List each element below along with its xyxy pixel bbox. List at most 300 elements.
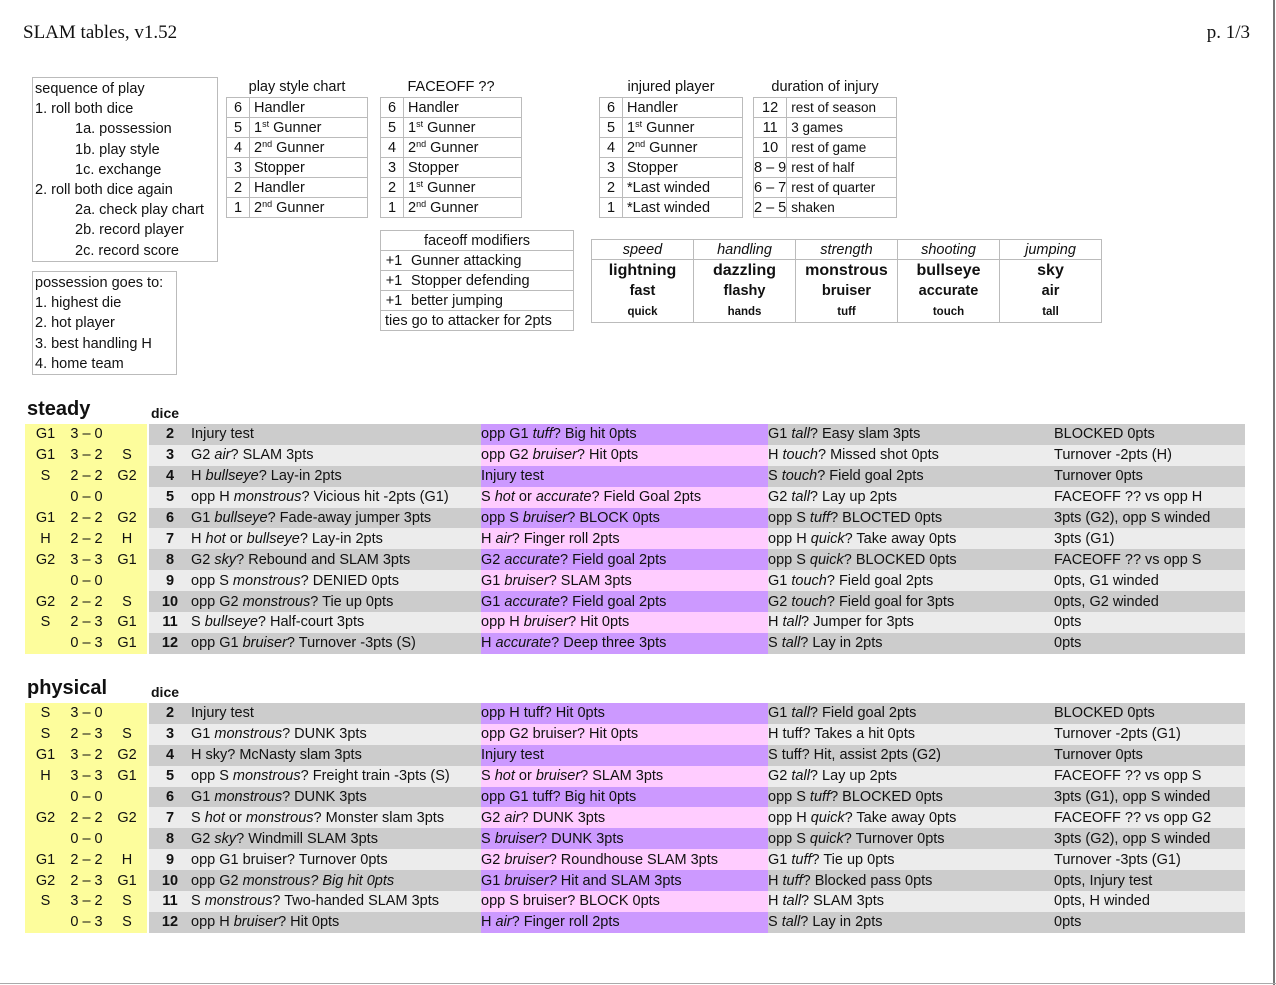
- dice-roll: 6: [149, 508, 191, 529]
- dice-roll: 7: [149, 528, 191, 549]
- modifiers-title: faceoff modifiers: [381, 231, 574, 251]
- duration-result: 3 games: [787, 118, 897, 138]
- play-row: [25, 424, 1245, 445]
- play-row: [25, 466, 1245, 487]
- injured-player-row: [600, 158, 743, 178]
- possessor: G1: [25, 745, 66, 766]
- play-style-roll: 2: [227, 178, 250, 198]
- result-3: H tall? Jumper for 3pts: [768, 612, 1054, 633]
- result-4: FACEOFF ?? vs opp S: [1054, 766, 1245, 787]
- dice-roll: 9: [149, 849, 191, 870]
- result-2: S hot or accurate? Field Goal 2pts: [481, 487, 768, 508]
- attribute-tier-3: tuff: [837, 306, 856, 318]
- result-2: Injury test: [481, 745, 768, 766]
- result-4: 3pts (G2), opp S winded: [1054, 828, 1245, 849]
- possessor: S: [25, 724, 66, 745]
- result-3: G1 tall? Easy slam 3pts: [768, 424, 1054, 445]
- page-right-border: [1273, 0, 1275, 985]
- faceoff-row: [381, 158, 522, 178]
- result-1: G1 monstrous? DUNK 3pts: [191, 787, 481, 808]
- attribute-header-row: [592, 240, 1102, 260]
- injured-player-table: [599, 97, 743, 218]
- dice-roll: 2: [149, 703, 191, 724]
- attribute-cell: [796, 260, 898, 323]
- dice-roll: 11: [149, 612, 191, 633]
- injured-player-roll: 2: [600, 178, 623, 198]
- defender: H: [107, 849, 147, 870]
- attribute-tier-2: air: [1041, 283, 1060, 299]
- duration-roll: 6 – 7: [754, 179, 787, 196]
- defender: G1: [107, 549, 147, 570]
- result-1: Injury test: [191, 703, 481, 724]
- defender: [107, 787, 147, 808]
- play-style-table: [226, 97, 368, 218]
- play-style-score: 3 – 2: [66, 445, 107, 466]
- play-style-score: 0 – 0: [66, 487, 107, 508]
- dice-roll: 8: [149, 549, 191, 570]
- ordinal-suffix: nd: [635, 138, 646, 149]
- possession-box: [32, 271, 177, 375]
- result-1: G2 sky? Windmill SLAM 3pts: [191, 828, 481, 849]
- faceoff-roll: 3: [381, 158, 404, 178]
- play-style-score: 2 – 3: [66, 612, 107, 633]
- result-2: G2 bruiser? Roundhouse SLAM 3pts: [481, 849, 768, 870]
- possession-rule: 2. hot player: [35, 315, 115, 332]
- result-3: opp S tuff? BLOCKED 0pts: [768, 787, 1054, 808]
- play-row: [25, 612, 1245, 633]
- dice-roll: 11: [149, 891, 191, 912]
- result-2: opp G1 tuff? Big hit 0pts: [481, 424, 768, 445]
- possession-title: possession goes to:: [35, 275, 164, 291]
- faceoff-position: 2nd Gunner: [404, 138, 522, 158]
- duration-roll: 8 – 9: [754, 159, 787, 176]
- result-2: opp H tuff? Hit 0pts: [481, 703, 768, 724]
- duration-roll: 11: [754, 118, 787, 138]
- result-4: 3pts (G2), opp S winded: [1054, 508, 1245, 529]
- play-style-score: 0 – 0: [66, 787, 107, 808]
- result-1: opp G1 bruiser? Turnover -3pts (S): [191, 633, 481, 654]
- possessor: G1: [25, 508, 66, 529]
- injured-player-position: 2nd Gunner: [623, 138, 743, 158]
- play-style-score: 2 – 2: [66, 508, 107, 529]
- result-2: G2 accurate? Field goal 2pts: [481, 549, 768, 570]
- result-1: H hot or bullseye? Lay-in 2pts: [191, 528, 481, 549]
- modifier-value: +1: [381, 251, 408, 271]
- defender: G2: [107, 466, 147, 487]
- play-row: [25, 870, 1245, 891]
- play-style-roll: 3: [227, 158, 250, 178]
- play-row: [25, 528, 1245, 549]
- play-style-score: 3 – 0: [66, 424, 107, 445]
- result-1: opp S monstrous? Freight train -3pts (S): [191, 766, 481, 787]
- play-style-score: 2 – 2: [66, 591, 107, 612]
- play-row: [25, 912, 1245, 933]
- play-row: [25, 787, 1245, 808]
- modifier-value: +1: [381, 291, 408, 311]
- result-3: S tall? Lay in 2pts: [768, 912, 1054, 933]
- possessor: [25, 487, 66, 508]
- dice-roll: 3: [149, 724, 191, 745]
- dice-roll: 2: [149, 424, 191, 445]
- play-style-position: 2nd Gunner: [250, 138, 368, 158]
- possessor: G1: [25, 445, 66, 466]
- faceoff-title: FACEOFF ??: [407, 79, 495, 95]
- faceoff-position: 1st Gunner: [404, 178, 522, 198]
- result-2: opp G2 bruiser? Hit 0pts: [481, 724, 768, 745]
- defender: S: [107, 724, 147, 745]
- result-4: 0pts: [1054, 912, 1245, 933]
- attribute-tier-3: touch: [932, 306, 965, 318]
- duration-row: [754, 138, 897, 158]
- play-style-row: [227, 158, 368, 178]
- injured-player-roll: 3: [600, 158, 623, 178]
- defender: S: [107, 445, 147, 466]
- result-1: opp H monstrous? Vicious hit -2pts (G1): [191, 487, 481, 508]
- injured-player-position: 1st Gunner: [623, 118, 743, 138]
- attribute-tier-3: hands: [727, 306, 762, 318]
- possession-items: [35, 293, 176, 374]
- ordinal-suffix: nd: [262, 198, 273, 209]
- play-row: [25, 508, 1245, 529]
- modifier-text: Gunner attacking: [407, 251, 574, 271]
- result-1: Injury test: [191, 424, 481, 445]
- result-3: S tall? Lay in 2pts: [768, 633, 1054, 654]
- steady-section-title: steady: [27, 398, 91, 420]
- result-2: opp G1 tuff? Big hit 0pts: [481, 787, 768, 808]
- play-row: [25, 703, 1245, 724]
- faceoff-row: [381, 118, 522, 138]
- result-3: H tuff? Takes a hit 0pts: [768, 724, 1054, 745]
- page-number: p. 1/3: [1206, 22, 1250, 43]
- attribute-grid: [591, 239, 1102, 323]
- result-2: opp S bruiser? BLOCK 0pts: [481, 508, 768, 529]
- play-row: [25, 570, 1245, 591]
- attribute-tier-1: monstrous: [805, 262, 888, 279]
- result-3: G1 touch? Field goal 2pts: [768, 570, 1054, 591]
- defender: [107, 828, 147, 849]
- possessor: [25, 633, 66, 654]
- possessor: [25, 570, 66, 591]
- attribute-tier-2: accurate: [918, 283, 979, 299]
- dice-roll: 9: [149, 570, 191, 591]
- result-1: G2 air? SLAM 3pts: [191, 445, 481, 466]
- sequence-of-play-title: sequence of play: [35, 81, 145, 97]
- result-4: 3pts (G1), opp S winded: [1054, 787, 1245, 808]
- dice-roll: 6: [149, 787, 191, 808]
- possession-rule: 3. best handling H: [35, 335, 152, 352]
- injured-player-title: injured player: [627, 79, 715, 95]
- play-style-position: Stopper: [250, 158, 368, 178]
- sequence-step: 2a. check play chart: [75, 202, 204, 219]
- result-3: S tuff? Hit, assist 2pts (G2): [768, 745, 1054, 766]
- defender: [107, 703, 147, 724]
- defender: G2: [107, 745, 147, 766]
- possessor: G2: [25, 807, 66, 828]
- document-title: SLAM tables, v1.52: [23, 22, 178, 43]
- result-2: S bruiser? DUNK 3pts: [481, 828, 768, 849]
- possessor: H: [25, 528, 66, 549]
- result-4: FACEOFF ?? vs opp G2: [1054, 807, 1245, 828]
- result-4: 0pts: [1054, 633, 1245, 654]
- injured-player-position: *Last winded: [623, 198, 743, 218]
- sequence-step: 1a. possession: [75, 121, 172, 138]
- result-4: Turnover 0pts: [1054, 466, 1245, 487]
- faceoff-row: [381, 138, 522, 158]
- duration-row: [754, 98, 897, 118]
- dice-roll: 4: [149, 466, 191, 487]
- result-2: G2 air? DUNK 3pts: [481, 807, 768, 828]
- play-style-score: 3 – 2: [66, 745, 107, 766]
- result-1: G1 monstrous? DUNK 3pts: [191, 724, 481, 745]
- sequence-step: 2. roll both dice again: [35, 181, 173, 198]
- play-row: [25, 766, 1245, 787]
- play-style-score: 0 – 3: [66, 633, 107, 654]
- play-row: [25, 591, 1245, 612]
- attribute-tier-1: dazzling: [712, 262, 777, 279]
- result-3: G2 tall? Lay up 2pts: [768, 766, 1054, 787]
- play-style-chart-title: play style chart: [248, 79, 346, 95]
- possessor: [25, 787, 66, 808]
- defender: [107, 487, 147, 508]
- result-3: opp H quick? Take away 0pts: [768, 528, 1054, 549]
- play-row: [25, 549, 1245, 570]
- dice-roll: 8: [149, 828, 191, 849]
- injured-player-roll: 5: [600, 118, 623, 138]
- possessor: G2: [25, 870, 66, 891]
- physical-play-table: [25, 703, 1245, 933]
- result-1: S hot or monstrous? Monster slam 3pts: [191, 807, 481, 828]
- result-3: G1 tuff? Tie up 0pts: [768, 849, 1054, 870]
- attribute-tier-1: bullseye: [916, 262, 981, 279]
- attribute-tier-3: quick: [627, 306, 658, 318]
- dice-roll: 10: [149, 870, 191, 891]
- play-row: [25, 487, 1245, 508]
- ordinal-suffix: nd: [416, 138, 427, 149]
- result-4: 3pts (G1): [1054, 528, 1245, 549]
- defender: G1: [107, 633, 147, 654]
- attribute-tier-3: tall: [1042, 306, 1059, 318]
- play-style-roll: 5: [227, 118, 250, 138]
- possessor: H: [25, 766, 66, 787]
- dice-roll: 10: [149, 591, 191, 612]
- modifier-note: ties go to attacker for 2pts: [381, 311, 574, 331]
- duration-roll: 10: [754, 138, 787, 158]
- result-3: opp S quick? Turnover 0pts: [768, 828, 1054, 849]
- injured-player-roll: 6: [600, 98, 623, 118]
- dice-roll: 4: [149, 745, 191, 766]
- injured-player-position: *Last winded: [623, 178, 743, 198]
- faceoff-roll: 6: [381, 98, 404, 118]
- dice-roll: 3: [149, 445, 191, 466]
- play-style-score: 2 – 3: [66, 870, 107, 891]
- sequence-step: 1. roll both dice: [35, 101, 134, 118]
- steady-play-table: [25, 424, 1245, 654]
- attribute-header: jumping: [1000, 240, 1102, 260]
- injured-player-row: [600, 178, 743, 198]
- result-2: G1 bruiser? SLAM 3pts: [481, 570, 768, 591]
- result-2: H accurate? Deep three 3pts: [481, 633, 768, 654]
- result-1: G1 bullseye? Fade-away jumper 3pts: [191, 508, 481, 529]
- sequence-of-play-box: [32, 77, 218, 262]
- page-bottom-border: [0, 983, 1276, 984]
- injured-player-row: [600, 98, 743, 118]
- attribute-values-row: [592, 260, 1102, 323]
- duration-result: rest of quarter: [787, 178, 897, 198]
- injured-player-row: [600, 138, 743, 158]
- play-style-score: 2 – 2: [66, 849, 107, 870]
- result-2: S hot or bruiser? SLAM 3pts: [481, 766, 768, 787]
- defender: [107, 570, 147, 591]
- possessor: S: [25, 466, 66, 487]
- modifier-row: [381, 271, 574, 291]
- attribute-tier-2: flashy: [723, 283, 766, 299]
- possessor: S: [25, 891, 66, 912]
- modifier-row: [381, 251, 574, 271]
- sequence-items: [35, 99, 217, 261]
- play-style-row: [227, 198, 368, 218]
- faceoff-table: [380, 97, 522, 218]
- result-2: opp S bruiser? BLOCK 0pts: [481, 891, 768, 912]
- result-1: opp S monstrous? DENIED 0pts: [191, 570, 481, 591]
- faceoff-modifiers-table: [380, 230, 574, 331]
- result-2: G1 accurate? Field goal 2pts: [481, 591, 768, 612]
- duration-row: [754, 178, 897, 198]
- result-4: 0pts, Injury test: [1054, 870, 1245, 891]
- attribute-cell: [1000, 260, 1102, 323]
- result-2: Injury test: [481, 466, 768, 487]
- defender: G1: [107, 766, 147, 787]
- play-style-score: 3 – 0: [66, 703, 107, 724]
- faceoff-row: [381, 178, 522, 198]
- result-4: Turnover -2pts (H): [1054, 445, 1245, 466]
- duration-roll: 12: [754, 98, 787, 118]
- result-3: opp S quick? BLOCKED 0pts: [768, 549, 1054, 570]
- possessor: G2: [25, 549, 66, 570]
- play-style-row: [227, 138, 368, 158]
- ordinal-suffix: st: [416, 178, 424, 189]
- faceoff-row: [381, 198, 522, 218]
- play-style-row: [227, 178, 368, 198]
- modifier-value: +1: [381, 271, 408, 291]
- possessor: S: [25, 612, 66, 633]
- attribute-table: [591, 239, 1102, 323]
- dice-roll: 5: [149, 766, 191, 787]
- play-style-score: 0 – 0: [66, 828, 107, 849]
- possessor: [25, 912, 66, 933]
- dice-roll: 5: [149, 487, 191, 508]
- play-style-row: [227, 118, 368, 138]
- attribute-header: handling: [694, 240, 796, 260]
- play-style-score: 0 – 0: [66, 570, 107, 591]
- play-row: [25, 828, 1245, 849]
- duration-result: rest of game: [787, 138, 897, 158]
- play-row: [25, 807, 1245, 828]
- result-4: Turnover -2pts (G1): [1054, 724, 1245, 745]
- play-row: [25, 745, 1245, 766]
- possession-rule: 4. home team: [35, 355, 124, 372]
- attribute-cell: [898, 260, 1000, 323]
- result-4: Turnover -3pts (G1): [1054, 849, 1245, 870]
- faceoff-row: [381, 98, 522, 118]
- injured-player-row: [600, 198, 743, 218]
- faceoff-modifiers: [380, 230, 574, 331]
- play-row: [25, 724, 1245, 745]
- faceoff-roll: 1: [381, 198, 404, 218]
- play-style-score: 3 – 3: [66, 766, 107, 787]
- duration-row: [754, 118, 897, 138]
- ordinal-suffix: st: [635, 118, 643, 129]
- ordinal-suffix: st: [416, 118, 424, 129]
- duration-row: [754, 158, 897, 178]
- result-1: opp G1 bruiser? Turnover 0pts: [191, 849, 481, 870]
- result-3: S touch? Field goal 2pts: [768, 466, 1054, 487]
- possessor: G1: [25, 424, 66, 445]
- sequence-step: 1c. exchange: [75, 161, 162, 178]
- steady-dice-header: dice: [151, 405, 180, 421]
- play-row: [25, 445, 1245, 466]
- faceoff-position: 1st Gunner: [404, 118, 522, 138]
- defender: G2: [107, 807, 147, 828]
- duration-of-injury-title: duration of injury: [771, 79, 879, 95]
- play-style-score: 2 – 2: [66, 466, 107, 487]
- play-style-roll: 6: [227, 98, 250, 118]
- result-2: opp H bruiser? Hit 0pts: [481, 612, 768, 633]
- play-style-score: 2 – 2: [66, 528, 107, 549]
- duration-of-injury-chart: [753, 77, 897, 218]
- defender: H: [107, 528, 147, 549]
- play-style-score: 2 – 3: [66, 724, 107, 745]
- result-4: FACEOFF ?? vs opp H: [1054, 487, 1245, 508]
- faceoff-roll: 2: [381, 178, 404, 198]
- defender: G1: [107, 612, 147, 633]
- faceoff-chart: [380, 77, 522, 218]
- result-4: BLOCKED 0pts: [1054, 703, 1245, 724]
- faceoff-position: Handler: [404, 98, 522, 118]
- result-3: opp S tuff? BLOCTED 0pts: [768, 508, 1054, 529]
- possessor: [25, 828, 66, 849]
- attribute-cell: [592, 260, 694, 323]
- defender: G2: [107, 508, 147, 529]
- dice-roll: 12: [149, 633, 191, 654]
- duration-result: rest of half: [787, 158, 897, 178]
- result-2: H air? Finger roll 2pts: [481, 528, 768, 549]
- duration-row: [754, 198, 897, 218]
- physical-section-title: physical: [27, 677, 108, 699]
- injured-player-position: Stopper: [623, 158, 743, 178]
- attribute-tier-1: sky: [1037, 262, 1064, 279]
- play-style-position: Handler: [250, 98, 368, 118]
- injured-player-roll: 1: [600, 198, 623, 218]
- result-2: opp G2 bruiser? Hit 0pts: [481, 445, 768, 466]
- play-row: [25, 633, 1245, 654]
- defender: S: [107, 891, 147, 912]
- injured-player-chart: [599, 77, 743, 218]
- play-style-position: Handler: [250, 178, 368, 198]
- result-3: H touch? Missed shot 0pts: [768, 445, 1054, 466]
- result-3: opp H quick? Take away 0pts: [768, 807, 1054, 828]
- result-4: 0pts, G2 winded: [1054, 591, 1245, 612]
- result-4: FACEOFF ?? vs opp S: [1054, 549, 1245, 570]
- result-1: H bullseye? Lay-in 2pts: [191, 466, 481, 487]
- result-3: H tall? SLAM 3pts: [768, 891, 1054, 912]
- defender: G1: [107, 870, 147, 891]
- faceoff-position: 2nd Gunner: [404, 198, 522, 218]
- defender: S: [107, 912, 147, 933]
- faceoff-roll: 5: [381, 118, 404, 138]
- modifier-text: better jumping: [407, 291, 574, 311]
- result-4: 0pts, G1 winded: [1054, 570, 1245, 591]
- play-style-position: 1st Gunner: [250, 118, 368, 138]
